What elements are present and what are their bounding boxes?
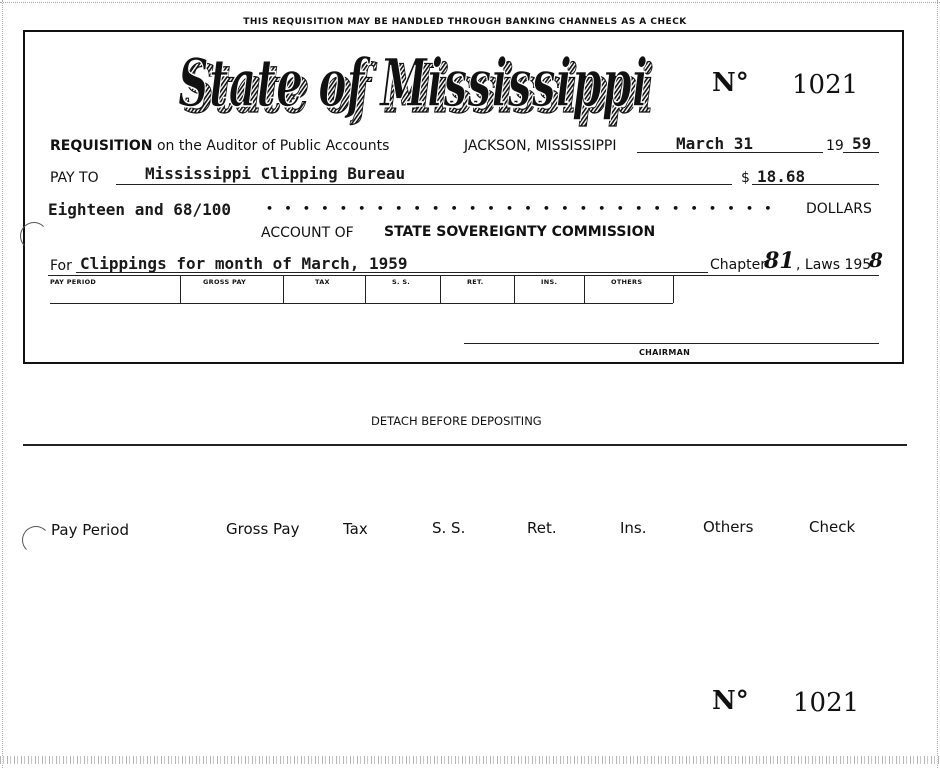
amount-words: Eighteen and 68/100 [48,200,232,219]
deductions-bottom-rule [50,303,673,304]
account-label: ACCOUNT OF [261,225,354,241]
col-divider [365,275,366,303]
pay-to-label: PAY TO [50,170,99,186]
stub-col-check: Check [809,518,856,536]
col-tax: TAX [315,278,330,286]
col-divider [180,275,181,303]
detach-rule [23,444,907,446]
col-pay-period: PAY PERIOD [50,278,97,286]
col-gross-pay: GROSS PAY [203,278,247,286]
chairman-label: CHAIRMAN [639,348,691,357]
chapter-label: Chapter [710,257,766,273]
right-perforation [937,0,938,768]
left-perforation [2,0,3,768]
col-ret: RET. [467,278,484,286]
chapter-value: 81 [764,248,795,274]
number-label: N° [712,68,749,98]
laws-label: , Laws 195 [796,257,872,273]
laws-year-digit: 8 [869,248,883,272]
payee-value: Mississippi Clipping Bureau [145,164,406,183]
stub-col-ret: Ret. [527,519,557,537]
col-ins: INS. [541,278,558,286]
state-of-mississippi-seal [175,40,665,132]
deductions-top-rule [48,275,879,276]
year-value: 59 [852,134,872,153]
top-perforation [0,2,940,3]
requisition-number: 1021 [792,70,859,100]
purpose-value: Clippings for month of March, 1959 [80,254,408,273]
dollars-label: DOLLARS [806,201,872,217]
col-divider [673,275,674,303]
col-divider [584,275,585,303]
col-others: OTHERS [611,278,643,286]
date-value: March 31 [676,134,754,153]
stub-col-ins: Ins. [620,519,647,537]
account-name: STATE SOVEREIGNTY COMMISSION [384,224,656,240]
stub-col-gross-pay: Gross Pay [226,520,300,538]
for-label: For [50,258,72,274]
col-ss: S. S. [392,278,411,286]
currency-sign: $ [741,170,750,186]
col-divider [283,275,284,303]
stub-col-pay-period: Pay Period [51,521,129,539]
requisition-label-rest: on the Auditor of Public Accounts [156,138,390,154]
col-divider [514,275,515,303]
stub-col-tax: Tax [343,520,368,538]
punch-hole [22,526,50,554]
col-divider [440,275,441,303]
punch-hole [20,222,48,250]
year-prefix: 19 [826,138,844,154]
seal-title-shadow: State of Mississippi [184,50,654,128]
detach-label: DETACH BEFORE DEPOSITING [371,414,542,428]
amount-words-fill: • • • • • • • • • • • • • • • • • • • • • • • • • • • • [266,202,776,215]
stub-number: 1021 [793,688,860,718]
header-note: THIS REQUISITION MAY BE HANDLED THROUGH BANKING CHANNELS AS A CHECK [243,17,687,27]
amount-value: 18.68 [757,167,806,186]
payee-line [116,184,732,185]
location: JACKSON, MISSISSIPPI [464,138,617,154]
signature-line [464,343,879,344]
stub-col-others: Others [703,518,754,536]
stub-col-ss: S. S. [432,519,466,537]
bottom-scan-edge [0,756,940,764]
requisition-label-bold: REQUISITION [50,138,153,154]
stub-number-label: N° [712,686,749,716]
seal-title: State of Mississippi [178,44,648,122]
requisition-label [50,138,389,154]
